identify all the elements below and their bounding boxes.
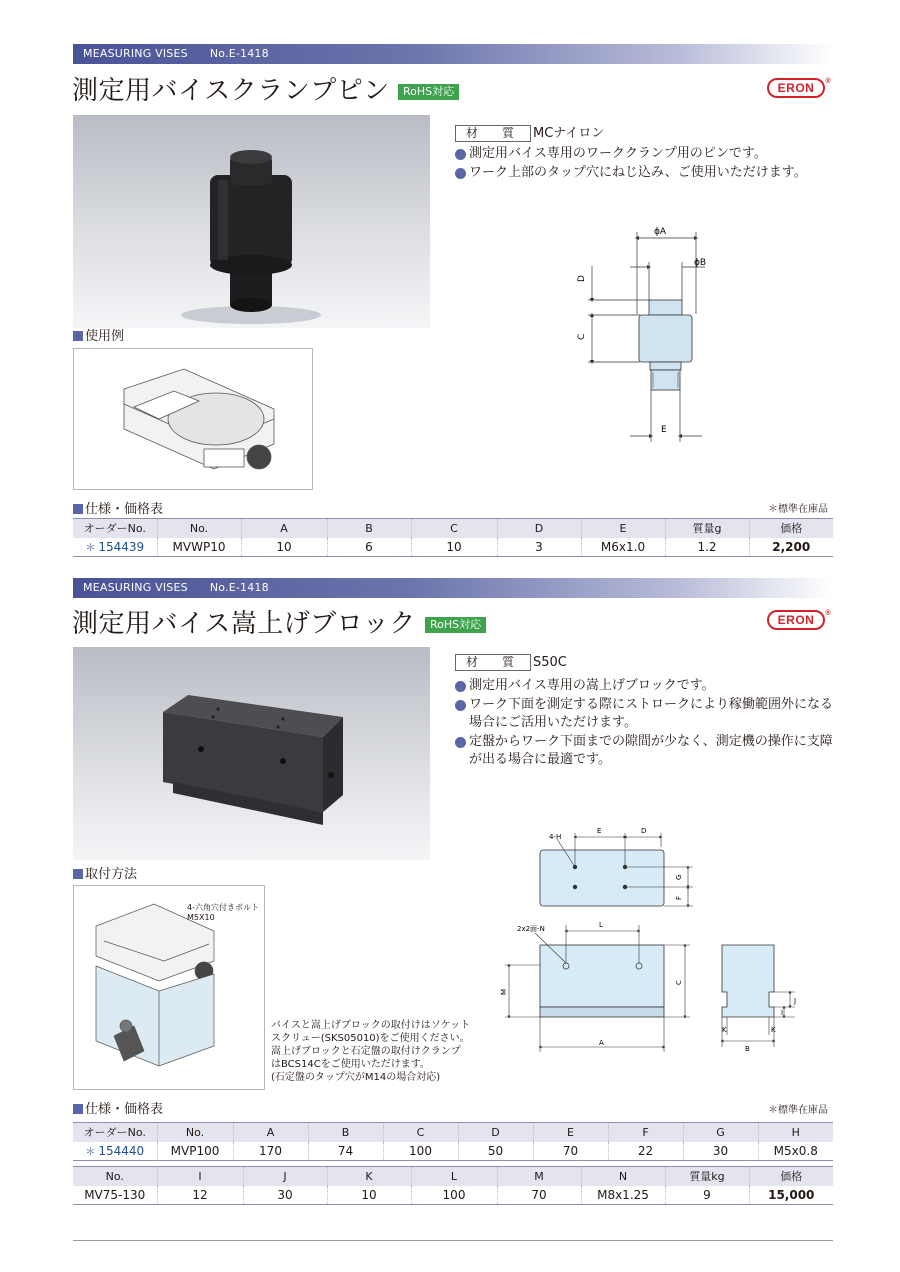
cell-b: 6 [327, 538, 411, 557]
dim-N: 2x2面-N [517, 925, 545, 933]
rohs-badge: RoHS対応 [425, 617, 486, 633]
model-no: MVP100 [157, 1142, 233, 1161]
th-d: D [497, 519, 581, 538]
dim-C: C [675, 980, 683, 985]
material-label: 材 質 [455, 125, 531, 142]
cell-b: 74 [308, 1142, 383, 1161]
feature-item: 定盤からワーク下面までの隙間が少なく、測定機の操作に支障が出る場合に最適です。 [455, 733, 840, 769]
order-cell [73, 538, 157, 557]
cell-l: 100 [411, 1186, 497, 1205]
th-order: オーダーNo. [73, 519, 157, 538]
dim-E: E [661, 425, 667, 435]
cell-a: 10 [241, 538, 327, 557]
dim-phiB: ϕB [694, 258, 707, 268]
cell-c: 100 [383, 1142, 458, 1161]
pin-dimension-drawing [570, 220, 720, 450]
th-no: No. [157, 519, 241, 538]
th-no: No. [157, 1123, 233, 1142]
th-mass: 質量g [665, 519, 749, 538]
usage-label: 使用例 [85, 329, 125, 344]
th-b: B [308, 1123, 383, 1142]
product1-spec-heading [73, 498, 163, 517]
table-row [73, 538, 833, 557]
cell-d: 3 [497, 538, 581, 557]
dim-4H: 4-H [549, 833, 562, 841]
section-header-bar-2 [73, 578, 833, 598]
th-j: J [243, 1167, 327, 1186]
stock-note: ＊標準在庫品 [768, 1105, 828, 1116]
th-g: G [683, 1123, 758, 1142]
catalog-number: No.E-1418 [209, 581, 269, 594]
th-d: D [458, 1123, 533, 1142]
product1-photo [73, 115, 430, 328]
stock-mark: ＊ [85, 1147, 96, 1159]
stock-note: ＊標準在庫品 [768, 504, 828, 515]
product2-title: 測定用バイス嵩上げブロック [72, 609, 416, 639]
usage-illustration [74, 349, 312, 489]
series-label: MEASURING VISES [83, 47, 188, 60]
catalog-number: No.E-1418 [209, 47, 269, 60]
th-price: 価格 [749, 1167, 833, 1186]
feature-item: 測定用バイス専用のワーククランプ用のピンです。 [455, 145, 855, 163]
product1-spec-table [73, 518, 833, 557]
cell-k: 10 [327, 1186, 411, 1205]
cell-e: M6x1.0 [581, 538, 665, 557]
order-code: 154439 [98, 540, 145, 555]
cell-mass: 1.2 [665, 538, 749, 557]
material-value: S50C [533, 655, 567, 670]
product1-title: 測定用バイスクランプピン [72, 76, 390, 106]
registered-mark: ® [825, 78, 831, 85]
order-code: 154440 [98, 1144, 145, 1159]
feature-item: ワーク下面を測定する際にストロークにより稼働範囲外になる場合にご活用いただけます。 [455, 696, 840, 732]
product2-spec-table-2 [73, 1166, 833, 1205]
dim-M: M [500, 988, 508, 995]
th-e: E [533, 1123, 608, 1142]
product2-photo [73, 647, 430, 860]
caption-line: スクリュー(SKS05010)をご使用ください。 [271, 1033, 470, 1044]
dim-J: J [794, 997, 797, 1005]
riser-block-illustration [73, 647, 430, 860]
th-l: L [411, 1167, 497, 1186]
model-no: MV75-130 [73, 1186, 157, 1205]
table-row [73, 1186, 833, 1205]
th-c: C [411, 519, 497, 538]
th-price: 価格 [749, 519, 833, 538]
th-n: N [581, 1167, 665, 1186]
cell-m: 70 [497, 1186, 581, 1205]
clamp-pin-illustration [73, 115, 430, 328]
dim-E: E [597, 827, 602, 835]
spec-label: 仕様・価格表 [85, 502, 164, 517]
cell-i: 12 [157, 1186, 243, 1205]
cell-a: 170 [233, 1142, 308, 1161]
product1-material [455, 122, 604, 142]
stock-mark: ＊ [85, 543, 96, 555]
feature-item: 測定用バイス専用の嵩上げブロックです。 [455, 677, 840, 695]
dim-phiA: ϕA [654, 227, 667, 237]
cell-h: M5x0.8 [758, 1142, 833, 1161]
usage-example-heading [73, 325, 124, 344]
mount-method-heading [73, 863, 137, 882]
cell-mass: 9 [665, 1186, 749, 1205]
dim-I: I [781, 1009, 784, 1017]
feature-item: ワーク上部のタップ穴にねじ込み、ご使用いただけます。 [455, 164, 855, 182]
eron-logo-text: ERON [777, 81, 815, 95]
dim-L: L [599, 921, 603, 929]
caption-line: はBCS14Cをご使用いただけます。 [271, 1059, 430, 1070]
th-k: K [327, 1167, 411, 1186]
th-f: F [608, 1123, 683, 1142]
th-a: A [233, 1123, 308, 1142]
order-cell [73, 1142, 157, 1161]
registered-mark: ® [825, 610, 831, 617]
footer-divider [73, 1240, 833, 1241]
eron-logo [767, 610, 831, 630]
dim-K-right: K [771, 1026, 776, 1034]
th-no: No. [73, 1167, 157, 1186]
dim-D: D [577, 275, 587, 282]
product2-spec-heading [73, 1098, 163, 1117]
material-label: 材 質 [455, 654, 531, 671]
dim-A: A [599, 1039, 604, 1047]
table-header-row [73, 1123, 833, 1142]
product2-features [455, 677, 840, 770]
th-order: オーダーNo. [73, 1123, 157, 1142]
section-header-bar [73, 44, 833, 64]
dim-F: F [675, 895, 683, 900]
dim-K-left: K [722, 1026, 727, 1034]
model-no: MVWP10 [157, 538, 241, 557]
cell-n: M8x1.25 [581, 1186, 665, 1205]
block-dimension-drawing [495, 825, 805, 1060]
bolt-callout-line: M5X10 [187, 913, 215, 922]
th-c: C [383, 1123, 458, 1142]
cell-f: 22 [608, 1142, 683, 1161]
cell-price: 2,200 [749, 538, 833, 557]
dim-G: G [675, 874, 683, 880]
mount-caption [271, 1019, 470, 1084]
series-label: MEASURING VISES [83, 581, 188, 594]
caption-line: (石定盤のタップ穴がM14の場合対応) [271, 1072, 441, 1083]
table-header-row [73, 519, 833, 538]
eron-logo [767, 78, 831, 98]
spec-label: 仕様・価格表 [85, 1102, 164, 1117]
rohs-badge: RoHS対応 [398, 84, 459, 100]
cell-d: 50 [458, 1142, 533, 1161]
cell-e: 70 [533, 1142, 608, 1161]
caption-line: 嵩上げブロックと石定盤の取付けクランプ [271, 1046, 461, 1057]
product2-material [455, 654, 567, 671]
material-value: MCナイロン [533, 126, 605, 141]
table-header-row [73, 1167, 833, 1186]
dim-C: C [577, 333, 587, 340]
th-m: M [497, 1167, 581, 1186]
mount-label: 取付方法 [85, 867, 138, 882]
bolt-callout [187, 903, 259, 923]
th-a: A [241, 519, 327, 538]
cell-c: 10 [411, 538, 497, 557]
th-e: E [581, 519, 665, 538]
product2-spec-table-1 [73, 1122, 833, 1161]
dim-B: B [745, 1045, 750, 1053]
bolt-callout-line: 4-六角穴付きボルト [187, 903, 259, 912]
th-b: B [327, 519, 411, 538]
dim-D: D [641, 827, 647, 835]
eron-logo-text: ERON [777, 613, 815, 627]
table-row [73, 1142, 833, 1161]
cell-j: 30 [243, 1186, 327, 1205]
th-i: I [157, 1167, 243, 1186]
usage-example-frame [73, 348, 313, 490]
caption-line: バイスと嵩上げブロックの取付けはソケット [271, 1020, 471, 1031]
cell-g: 30 [683, 1142, 758, 1161]
th-mass: 質量kg [665, 1167, 749, 1186]
th-h: H [758, 1123, 833, 1142]
product1-features [455, 145, 855, 183]
cell-price: 15,000 [749, 1186, 833, 1205]
